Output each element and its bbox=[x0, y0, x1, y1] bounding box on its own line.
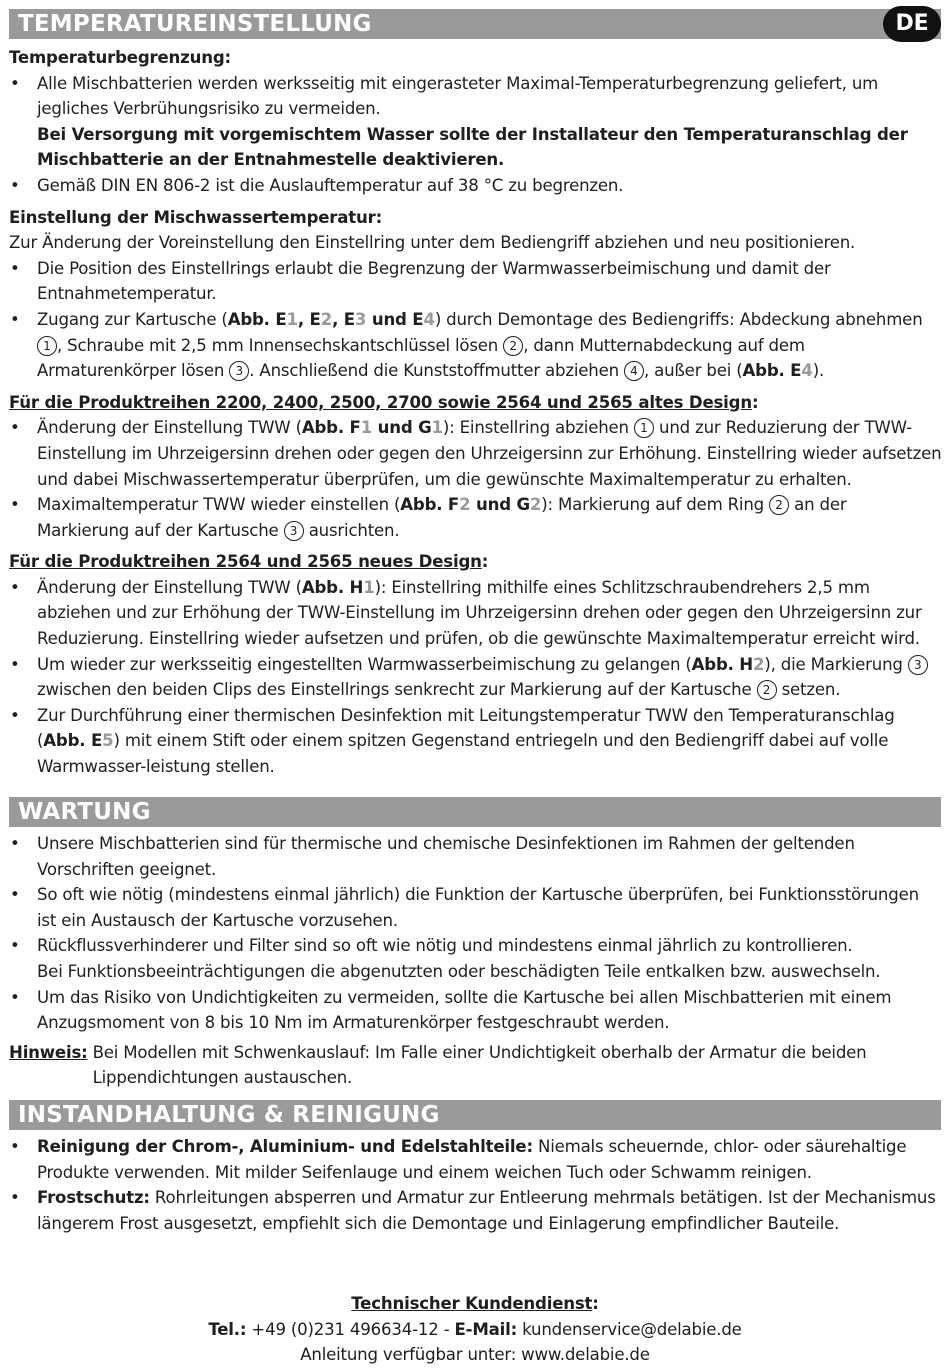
circled-number-icon: 2 bbox=[503, 336, 523, 356]
footer bbox=[0, 1291, 950, 1368]
installer-notice: Bei Versorgung mit vorgemischtem Wasser sollte der Installateur den Temperaturanschlag der Mischbatterie an der Entnahmestelle deaktivieren. bbox=[37, 124, 908, 170]
circled-number-icon: 1 bbox=[634, 418, 654, 438]
circled-number-icon: 3 bbox=[908, 655, 928, 675]
language-badge: DE bbox=[883, 6, 941, 42]
list-item: • Unsere Mischbatterien sind für thermische und chemische Desinfektionen im Rahmen der geltenden Vorschriften geeignet. bbox=[9, 831, 943, 882]
subheading-temperature-limit: Temperaturbegrenzung: bbox=[9, 48, 231, 67]
list-item: • Zugang zur Kartusche (Abb. E1, E2, E3 und E4) durch Demontage des Bediengriffs: Abdeckung abnehmen 1 , Schraube mit 2,5 mm Innensechskantschlüssel lösen 2 , dann Mutternabdeckung auf dem Armaturenkörper lösen 3 . Anschließend die Kunststoffmutter abziehen 4 , außer bei (Abb. E4). bbox=[9, 307, 943, 384]
list-item: • Gemäß DIN EN 806-2 ist die Auslauftemperatur auf 38 °C zu begrenzen. bbox=[9, 173, 943, 199]
section-header-maintenance bbox=[9, 797, 941, 827]
circled-number-icon: 3 bbox=[284, 521, 304, 541]
list-item: • Reinigung der Chrom-, Aluminium- und Edelstahlteile: Niemals scheuernde, chlor- oder säurehaltige Produkte verwenden. Mit milder Seifenlauge und einem weichen Tuch oder Schwamm reinigen. bbox=[9, 1134, 943, 1185]
list-item: • Maximaltemperatur TWW wieder einstellen (Abb. F2 und G2): Markierung auf dem Ring 2 an der Markierung auf der Kartusche 3 ausrichten. bbox=[9, 492, 943, 543]
section-title: INSTANDHALTUNG & REINIGUNG bbox=[18, 1102, 440, 1128]
footer-web: Anleitung verfügbar unter: www.delabie.de bbox=[300, 1345, 650, 1365]
list-item: • Frostschutz: Rohrleitungen absperren und Armatur zur Entleerung mehrmals betätigen. Ist der Mechanismus längerem Frost ausgesetzt, empfiehlt sich die Demontage und Einlagerung empfindlicher Bauteile. bbox=[9, 1185, 943, 1236]
section-header-cleaning bbox=[9, 1100, 941, 1130]
temperature-limit-list bbox=[9, 71, 943, 199]
cleaning-section-body bbox=[9, 1134, 943, 1236]
circled-number-icon: 2 bbox=[757, 680, 777, 700]
list-item: • Um das Risiko von Undichtigkeiten zu vermeiden, sollte die Kartusche bei allen Mischbatterien mit einem Anzugsmoment von 8 bis 10 Nm im Armaturenkörper festgeschraubt werden. bbox=[9, 985, 943, 1036]
footer-title: Technischer Kundendienst: bbox=[351, 1294, 599, 1313]
list-item: • Alle Mischbatterien werden werksseitig mit eingerasteter Maximal-Temperaturbegrenzung geliefert, um jegliches Verbrühungsrisiko zu vermeiden. Bei Versorgung mit vorgemischtem Wasser sollte der Installateur den Temperaturanschlag der Mischbatterie an der Entnahmestelle deaktivieren. bbox=[9, 71, 943, 173]
section-header-temperature bbox=[9, 9, 941, 39]
cleaning-list bbox=[9, 1134, 943, 1236]
circled-number-icon: 4 bbox=[624, 361, 644, 381]
section-title: TEMPERATUREINSTELLUNG bbox=[18, 11, 372, 37]
note-label: Hinweis: bbox=[9, 1042, 88, 1062]
new-design-list bbox=[9, 575, 943, 780]
note bbox=[9, 1040, 943, 1091]
mixing-list bbox=[9, 256, 943, 384]
circled-number-icon: 1 bbox=[37, 336, 57, 356]
subheading-old-design: Für die Produktreihen 2200, 2400, 2500, 2700 sowie 2564 und 2565 altes Design: bbox=[9, 392, 759, 412]
note-text: Bei Modellen mit Schwenkauslauf: Im Falle einer Undichtigkeit oberhalb der Armatur die beiden Lippendichtungen austauschen. bbox=[92, 1042, 867, 1088]
circled-number-icon: 2 bbox=[769, 495, 789, 515]
circled-number-icon: 3 bbox=[229, 361, 249, 381]
list-item: • Zur Durchführung einer thermischen Desinfektion mit Leitungstemperatur TWW den Temperaturanschlag (Abb. E5) mit einem Stift oder einem spitzen Gegenstand entriegeln und den Bediengriff dabei auf volle Warmwasser-leistung stellen. bbox=[9, 703, 943, 780]
phone-number: +49 (0)231 496634-12 - bbox=[246, 1319, 455, 1339]
temperature-section-body bbox=[9, 45, 943, 780]
section-title: WARTUNG bbox=[18, 799, 151, 825]
maintenance-section-body bbox=[9, 831, 943, 1091]
footer-contact: Tel.: +49 (0)231 496634-12 - E-Mail: kundenservice@delabie.de bbox=[208, 1319, 742, 1339]
maintenance-list bbox=[9, 831, 943, 1036]
subheading-mixing-temperature: Einstellung der Mischwassertemperatur: bbox=[9, 207, 383, 227]
list-item: • Rückflussverhinderer und Filter sind so oft wie nötig und mindestens einmal jährlich zu kontrollieren. Bei Funktionsbeeinträchtigungen die abgenutzten oder beschädigten Teile entkalken bzw. auswechseln. bbox=[9, 933, 943, 984]
list-item: • Änderung der Einstellung TWW (Abb. H1): Einstellring mithilfe eines Schlitzschraubendrehers 2,5 mm abziehen und zur Erhöhung der TWW-Einstellung im Uhrzeigersinn drehen oder gegen den Uhrzeigersinn zur Reduzierung. Einstellring wieder aufsetzen und prüfen, ob die gewünschte Maximaltemperatur erreicht wird. bbox=[9, 575, 943, 652]
subheading-new-design: Für die Produktreihen 2564 und 2565 neues Design: bbox=[9, 552, 489, 572]
list-item: • Änderung der Einstellung TWW (Abb. F1 und G1): Einstellring abziehen 1 und zur Reduzierung der TWW-Einstellung im Uhrzeigersinn drehen oder gegen den Uhrzeigersinn zur Erhöhung. Einstellring wieder aufsetzen und dabei Mischwassertemperatur überprüfen, um die gewünschte Maximaltemperatur zu erhalten. bbox=[9, 415, 943, 492]
list-item: • Die Position des Einstellrings erlaubt die Begrenzung der Warmwasserbeimischung und damit der Entnahmetemperatur. bbox=[9, 256, 943, 307]
old-design-list bbox=[9, 415, 943, 543]
list-item: • Um wieder zur werksseitig eingestellten Warmwasserbeimischung zu gelangen (Abb. H2), die Markierung 3 zwischen den beiden Clips des Einstellrings senkrecht zur Markierung auf der Kartusche 2 setzen. bbox=[9, 652, 943, 703]
email-link[interactable]: kundenservice@delabie.de bbox=[517, 1319, 742, 1339]
list-item: • So oft wie nötig (mindestens einmal jährlich) die Funktion der Kartusche überprüfen, bei Funktionsstörungen ist ein Austausch der Kartusche vorzusehen. bbox=[9, 882, 943, 933]
mixing-intro: Zur Änderung der Voreinstellung den Einstellring unter dem Bediengriff abziehen und neu positionieren. bbox=[9, 233, 856, 253]
